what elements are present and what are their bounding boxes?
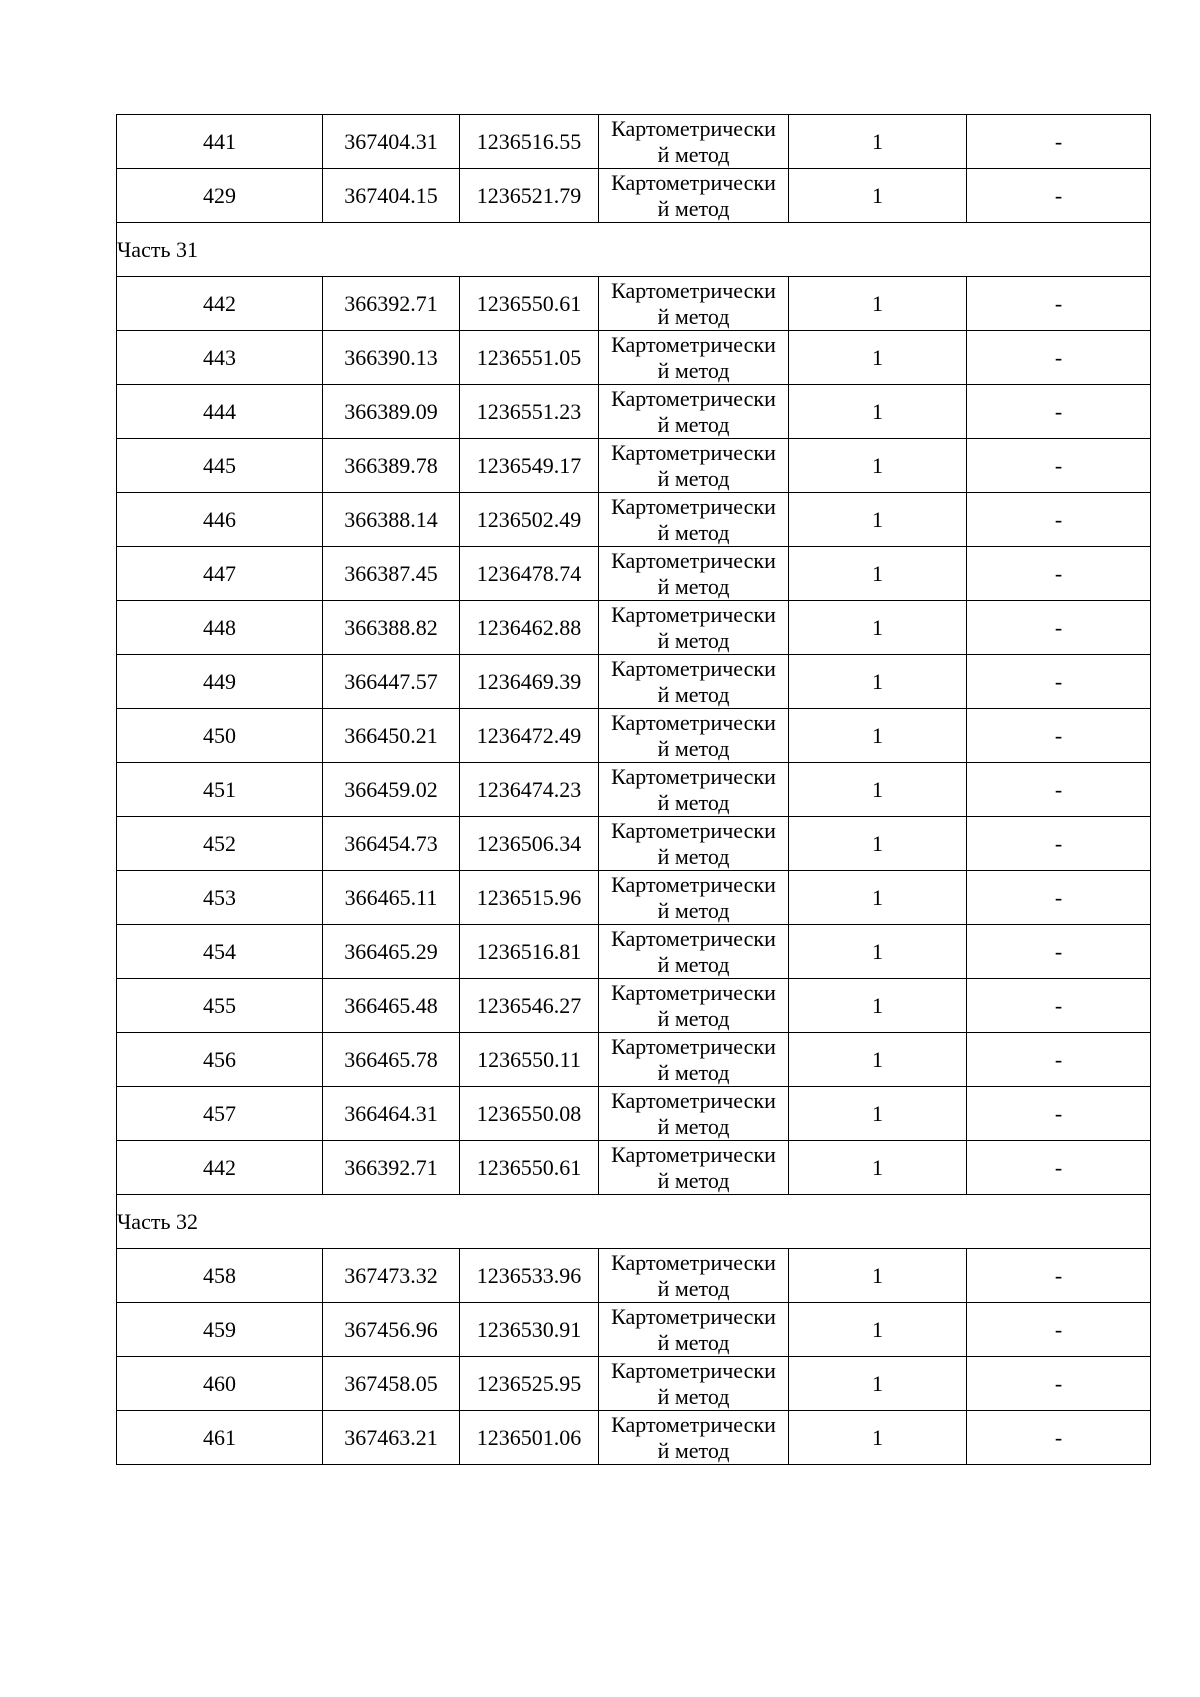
y-coordinate-cell: 1236469.39 [460,655,599,709]
method-cell [599,169,789,223]
method-cell [599,115,789,169]
table-row [117,439,1151,493]
y-coordinate-cell: 1236525.95 [460,1357,599,1411]
point-number-cell: 456 [117,1033,323,1087]
y-coordinate-cell: 1236502.49 [460,493,599,547]
method-text-line1: Картометрически [611,1358,776,1383]
method-text-line2: й метод [657,1006,730,1031]
method-text-line2: й метод [657,196,730,221]
note-cell: - [967,655,1151,709]
note-cell: - [967,1249,1151,1303]
accuracy-cell: 1 [789,817,967,871]
y-coordinate-cell: 1236546.27 [460,979,599,1033]
x-coordinate-cell: 366389.09 [323,385,460,439]
point-number-cell: 444 [117,385,323,439]
y-coordinate-cell: 1236478.74 [460,547,599,601]
section-row [117,223,1151,277]
method-cell [599,709,789,763]
method-cell [599,1411,789,1465]
method-text-line1: Картометрически [611,710,776,735]
y-coordinate-cell: 1236550.61 [460,1141,599,1195]
method-text-line1: Картометрически [611,1142,776,1167]
point-number-cell: 458 [117,1249,323,1303]
method-cell [599,871,789,925]
method-text-line2: й метод [657,628,730,653]
method-text-line1: Картометрически [611,872,776,897]
accuracy-cell: 1 [789,1141,967,1195]
accuracy-cell: 1 [789,871,967,925]
method-cell [599,601,789,655]
method-text-line1: Картометрически [611,926,776,951]
method-text-line1: Картометрически [611,440,776,465]
point-number-cell: 429 [117,169,323,223]
point-number-cell: 453 [117,871,323,925]
accuracy-cell: 1 [789,439,967,493]
table-row [117,547,1151,601]
method-cell [599,763,789,817]
accuracy-cell: 1 [789,763,967,817]
y-coordinate-cell: 1236533.96 [460,1249,599,1303]
point-number-cell: 455 [117,979,323,1033]
table-row [117,385,1151,439]
x-coordinate-cell: 367404.31 [323,115,460,169]
method-cell [599,979,789,1033]
point-number-cell: 461 [117,1411,323,1465]
coordinates-table [116,114,1151,1465]
y-coordinate-cell: 1236549.17 [460,439,599,493]
method-text-line1: Картометрически [611,278,776,303]
table-row [117,1411,1151,1465]
method-text-line2: й метод [657,304,730,329]
method-text-line2: й метод [657,1330,730,1355]
x-coordinate-cell: 366465.29 [323,925,460,979]
method-text-line2: й метод [657,142,730,167]
y-coordinate-cell: 1236521.79 [460,169,599,223]
note-cell: - [967,817,1151,871]
y-coordinate-cell: 1236516.55 [460,115,599,169]
note-cell: - [967,493,1151,547]
table-row [117,655,1151,709]
method-text-line2: й метод [657,844,730,869]
method-text-line1: Картометрически [611,1250,776,1275]
note-cell: - [967,1087,1151,1141]
method-cell [599,1087,789,1141]
accuracy-cell: 1 [789,655,967,709]
note-cell: - [967,385,1151,439]
x-coordinate-cell: 366464.31 [323,1087,460,1141]
note-cell: - [967,871,1151,925]
note-cell: - [967,1033,1151,1087]
point-number-cell: 460 [117,1357,323,1411]
accuracy-cell: 1 [789,925,967,979]
x-coordinate-cell: 366465.11 [323,871,460,925]
method-cell [599,439,789,493]
method-text-line1: Картометрически [611,386,776,411]
table-row [117,115,1151,169]
method-text-line1: Картометрически [611,980,776,1005]
x-coordinate-cell: 366388.82 [323,601,460,655]
note-cell: - [967,331,1151,385]
method-text-line1: Картометрически [611,818,776,843]
table-row [117,709,1151,763]
section-row [117,1195,1151,1249]
accuracy-cell: 1 [789,1303,967,1357]
note-cell: - [967,763,1151,817]
method-text-line2: й метод [657,412,730,437]
y-coordinate-cell: 1236474.23 [460,763,599,817]
method-cell [599,493,789,547]
accuracy-cell: 1 [789,601,967,655]
y-coordinate-cell: 1236462.88 [460,601,599,655]
accuracy-cell: 1 [789,1411,967,1465]
y-coordinate-cell: 1236530.91 [460,1303,599,1357]
method-text-line1: Картометрически [611,1412,776,1437]
accuracy-cell: 1 [789,1357,967,1411]
table-row [117,1087,1151,1141]
point-number-cell: 450 [117,709,323,763]
method-cell [599,385,789,439]
table-row [117,871,1151,925]
table-row [117,601,1151,655]
method-cell [599,547,789,601]
x-coordinate-cell: 366465.78 [323,1033,460,1087]
method-text-line2: й метод [657,358,730,383]
method-cell [599,1357,789,1411]
method-text-line2: й метод [657,898,730,923]
note-cell: - [967,979,1151,1033]
accuracy-cell: 1 [789,1033,967,1087]
point-number-cell: 449 [117,655,323,709]
y-coordinate-cell: 1236501.06 [460,1411,599,1465]
method-text-line2: й метод [657,1060,730,1085]
method-text-line2: й метод [657,1276,730,1301]
note-cell: - [967,1303,1151,1357]
x-coordinate-cell: 366390.13 [323,331,460,385]
method-cell [599,1033,789,1087]
method-text-line2: й метод [657,1384,730,1409]
accuracy-cell: 1 [789,277,967,331]
method-text-line1: Картометрически [611,1304,776,1329]
point-number-cell: 445 [117,439,323,493]
note-cell: - [967,709,1151,763]
method-text-line2: й метод [657,1168,730,1193]
point-number-cell: 448 [117,601,323,655]
method-text-line2: й метод [657,520,730,545]
y-coordinate-cell: 1236506.34 [460,817,599,871]
table-row [117,817,1151,871]
point-number-cell: 443 [117,331,323,385]
x-coordinate-cell: 366392.71 [323,1141,460,1195]
method-text-line1: Картометрически [611,1088,776,1113]
table-row [117,1303,1151,1357]
x-coordinate-cell: 366465.48 [323,979,460,1033]
method-text-line1: Картометрически [611,116,776,141]
x-coordinate-cell: 367456.96 [323,1303,460,1357]
method-cell [599,1249,789,1303]
note-cell: - [967,1357,1151,1411]
table-row [117,763,1151,817]
x-coordinate-cell: 366387.45 [323,547,460,601]
method-text-line1: Картометрически [611,656,776,681]
x-coordinate-cell: 366454.73 [323,817,460,871]
note-cell: - [967,277,1151,331]
method-text-line2: й метод [657,466,730,491]
method-cell [599,925,789,979]
method-text-line2: й метод [657,736,730,761]
y-coordinate-cell: 1236550.61 [460,277,599,331]
point-number-cell: 457 [117,1087,323,1141]
section-title: Часть 31 [117,223,1151,277]
point-number-cell: 441 [117,115,323,169]
accuracy-cell: 1 [789,331,967,385]
accuracy-cell: 1 [789,385,967,439]
accuracy-cell: 1 [789,493,967,547]
accuracy-cell: 1 [789,1087,967,1141]
x-coordinate-cell: 366459.02 [323,763,460,817]
method-text-line2: й метод [657,682,730,707]
note-cell: - [967,1411,1151,1465]
y-coordinate-cell: 1236516.81 [460,925,599,979]
coordinates-table-body [117,115,1151,1465]
x-coordinate-cell: 367404.15 [323,169,460,223]
note-cell: - [967,547,1151,601]
note-cell: - [967,169,1151,223]
method-cell [599,331,789,385]
method-text-line2: й метод [657,952,730,977]
point-number-cell: 442 [117,1141,323,1195]
method-text-line1: Картометрически [611,548,776,573]
method-text-line2: й метод [657,574,730,599]
table-row [117,169,1151,223]
x-coordinate-cell: 367473.32 [323,1249,460,1303]
table-row [117,979,1151,1033]
accuracy-cell: 1 [789,547,967,601]
y-coordinate-cell: 1236472.49 [460,709,599,763]
method-text-line1: Картометрически [611,764,776,789]
method-text-line1: Картометрически [611,332,776,357]
accuracy-cell: 1 [789,169,967,223]
x-coordinate-cell: 366389.78 [323,439,460,493]
method-cell [599,277,789,331]
accuracy-cell: 1 [789,1249,967,1303]
x-coordinate-cell: 366450.21 [323,709,460,763]
note-cell: - [967,1141,1151,1195]
method-text-line1: Картометрически [611,1034,776,1059]
table-row [117,925,1151,979]
y-coordinate-cell: 1236515.96 [460,871,599,925]
point-number-cell: 459 [117,1303,323,1357]
method-text-line1: Картометрически [611,602,776,627]
table-row [117,1357,1151,1411]
table-row [117,1249,1151,1303]
x-coordinate-cell: 366447.57 [323,655,460,709]
method-cell [599,1303,789,1357]
point-number-cell: 446 [117,493,323,547]
table-row [117,1141,1151,1195]
accuracy-cell: 1 [789,709,967,763]
point-number-cell: 452 [117,817,323,871]
section-title: Часть 32 [117,1195,1151,1249]
note-cell: - [967,925,1151,979]
y-coordinate-cell: 1236551.05 [460,331,599,385]
method-text-line2: й метод [657,1114,730,1139]
note-cell: - [967,115,1151,169]
table-row [117,1033,1151,1087]
table-row [117,331,1151,385]
table-row [117,493,1151,547]
y-coordinate-cell: 1236550.08 [460,1087,599,1141]
accuracy-cell: 1 [789,979,967,1033]
note-cell: - [967,439,1151,493]
method-text-line2: й метод [657,1438,730,1463]
x-coordinate-cell: 366392.71 [323,277,460,331]
method-text-line2: й метод [657,790,730,815]
point-number-cell: 447 [117,547,323,601]
x-coordinate-cell: 367458.05 [323,1357,460,1411]
method-cell [599,1141,789,1195]
point-number-cell: 442 [117,277,323,331]
point-number-cell: 451 [117,763,323,817]
note-cell: - [967,601,1151,655]
method-cell [599,817,789,871]
y-coordinate-cell: 1236550.11 [460,1033,599,1087]
point-number-cell: 454 [117,925,323,979]
accuracy-cell: 1 [789,115,967,169]
table-row [117,277,1151,331]
y-coordinate-cell: 1236551.23 [460,385,599,439]
x-coordinate-cell: 367463.21 [323,1411,460,1465]
method-text-line1: Картометрически [611,494,776,519]
method-cell [599,655,789,709]
x-coordinate-cell: 366388.14 [323,493,460,547]
method-text-line1: Картометрически [611,170,776,195]
